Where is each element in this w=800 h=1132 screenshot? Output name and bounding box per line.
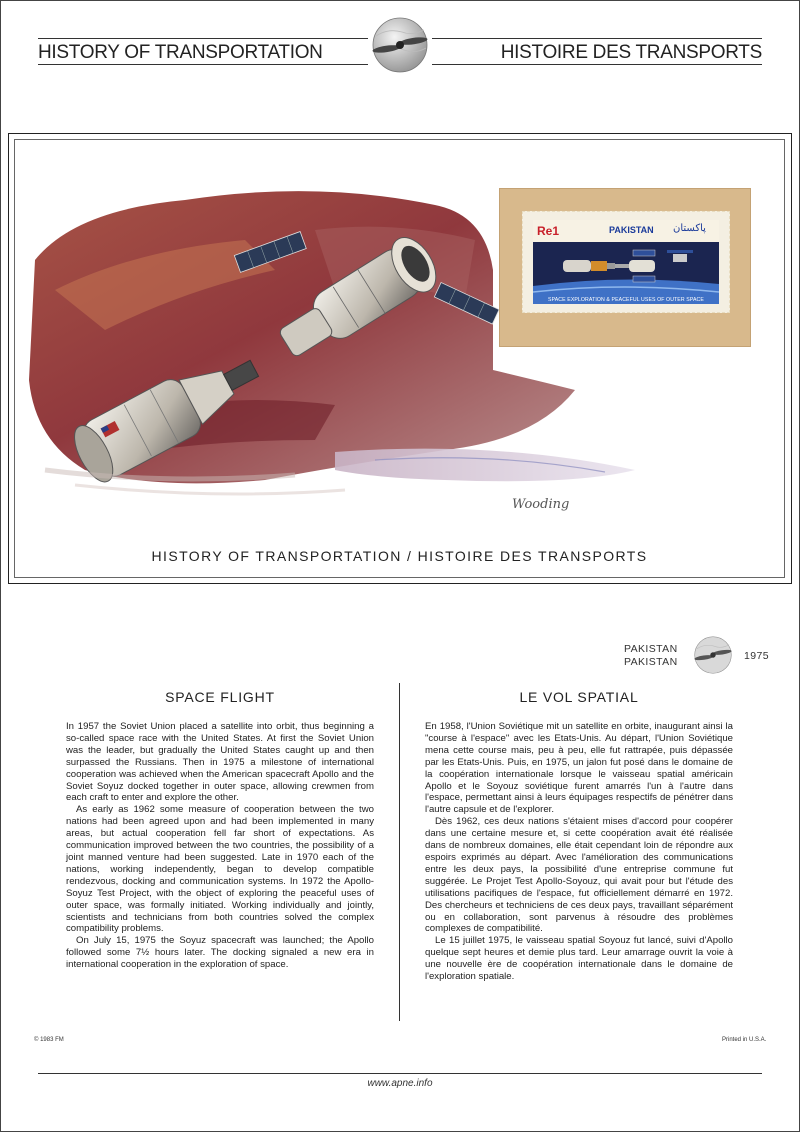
footer-url-link[interactable]: www.apne.info	[367, 1078, 433, 1089]
header-rule-bottom-left	[38, 64, 368, 65]
propeller-globe-logo-icon	[368, 14, 432, 76]
column-divider	[399, 683, 400, 1021]
issue-country-en: PAKISTAN	[624, 643, 678, 655]
printed-note: Printed in U.S.A.	[722, 1037, 767, 1043]
header-rule-bottom-right	[432, 64, 762, 65]
card-caption: HISTORY OF TRANSPORTATION / HISTOIRE DES TRANSPORTS	[151, 548, 648, 564]
issue-country-fr: PAKISTAN	[624, 656, 678, 668]
stamp-mount	[499, 188, 751, 347]
french-paragraph-1: En 1958, l'Union Soviétique mit un satellite en orbite, inaugurant ainsi la "course à l'espace" avec les Etats-Unis. Au départ, l'Union Soviétique mena cette course mais, peu à peu, elle fut rattrapée, puis dépassée par les Etats-Unis. Puis, en 1975, un jalon fut posé dans le domaine de la coopération internationale lorsque le vaisseau spatial américain Apollo et le Soyouz soviétique furent amarrés l'un à l'autre dans l'espace, permettant ainsi à leurs équipages respectifs de pénétrer dans l'autre capsule et de l'explorer.	[425, 721, 733, 816]
english-paragraph-2: As early as 1962 some measure of cooperation between the two nations had been agreed upon and had been implemented in many areas, but actual cooperation fell far short of expectations. As communication improved between the two countries, the possibility of a joint manned venture had been suggested. Late in 1970 each of the nations, working independently, began to develop compatible rendezvous, docking and communication systems. In 1972 the Apollo-Soyuz Test Project, with the object of exploring the peaceful uses of outer space, was formally initiated. Working individually and jointly, scientists and technicians from both countries solved the complex compatibility problems.	[66, 804, 374, 935]
footer-rule	[38, 1073, 762, 1074]
header-title-fr: HISTOIRE DES TRANSPORTS	[500, 42, 762, 63]
french-paragraph-2: Dès 1962, ces deux nations s'étaient mises d'accord pour coopérer dans une certaine mesure et, si cette coopération avait été réalisée dans de nombreux domaines, elle était cependant loin de répondre aux espoirs exprimés au départ. Avec l'amélioration des communications entre les deux pays, la possibilité d'une entreprise commune fut suggérée. Le Projet Test Apollo-Soyouz, qui avait pour but l'étude des utilisations pacifiques de l'espace, fut officiellement démarré en 1972. Des chercheurs et techniciens de ces deux pays, travaillant séparément ou en collaboration, sont parvenus à résoudre des problèmes complexes de compatibilité.	[425, 816, 733, 935]
stamp-caption: SPACE EXPLORATION & PEACEFUL USES OF OUTER SPACE	[548, 297, 704, 303]
french-paragraph-3: Le 15 juillet 1975, le vaisseau spatial Soyouz fut lancé, suivi d'Apollo quelque sept heures et demie plus tard. Leur amarrage ouvrit la voie à une nouvelle ère de coopération internationale dans le domaine de l'exploration spatiale.	[425, 935, 733, 983]
artist-signature: Wooding	[512, 497, 570, 512]
english-text	[66, 721, 374, 971]
english-paragraph-1: In 1957 the Soviet Union placed a satellite into orbit, thus beginning a so-called space race with the United States. At first the Soviet Union was the leader, but gradually the United States caught up and then surpassed the Russians. Then in 1975 a milestone of international cooperation was achieved when the American spacecraft Apollo and the Soviet Soyuz docked together in outer space, allowing crewmen from each craft to enter and explore the other.	[66, 721, 374, 804]
header-rule-top-left	[38, 38, 368, 39]
french-text	[425, 721, 733, 983]
issue-year: 1975	[744, 650, 769, 662]
header-rule-top-right	[432, 38, 762, 39]
stamp-face	[533, 220, 719, 304]
illustration-card	[8, 133, 792, 584]
english-title: SPACE FLIGHT	[165, 689, 275, 705]
french-title: LE VOL SPATIAL	[519, 689, 639, 705]
stamp-country: PAKISTAN	[609, 225, 654, 235]
postage-stamp	[522, 211, 730, 313]
header-title-en: HISTORY OF TRANSPORTATION	[38, 42, 323, 63]
stamp-country-urdu: پاکستان	[673, 223, 706, 234]
stamp-header-band	[533, 220, 719, 242]
english-paragraph-3: On July 15, 1975 the Soyuz spacecraft was launched; the Apollo followed some 7½ hours later. The docking signaled a new era in international cooperation in the exploration of space.	[66, 935, 374, 971]
copyright-note: © 1983 FM	[34, 1037, 64, 1043]
propeller-globe-small-icon	[691, 634, 735, 676]
card-inner-frame	[14, 139, 785, 578]
stamp-value: Re1	[537, 224, 560, 238]
